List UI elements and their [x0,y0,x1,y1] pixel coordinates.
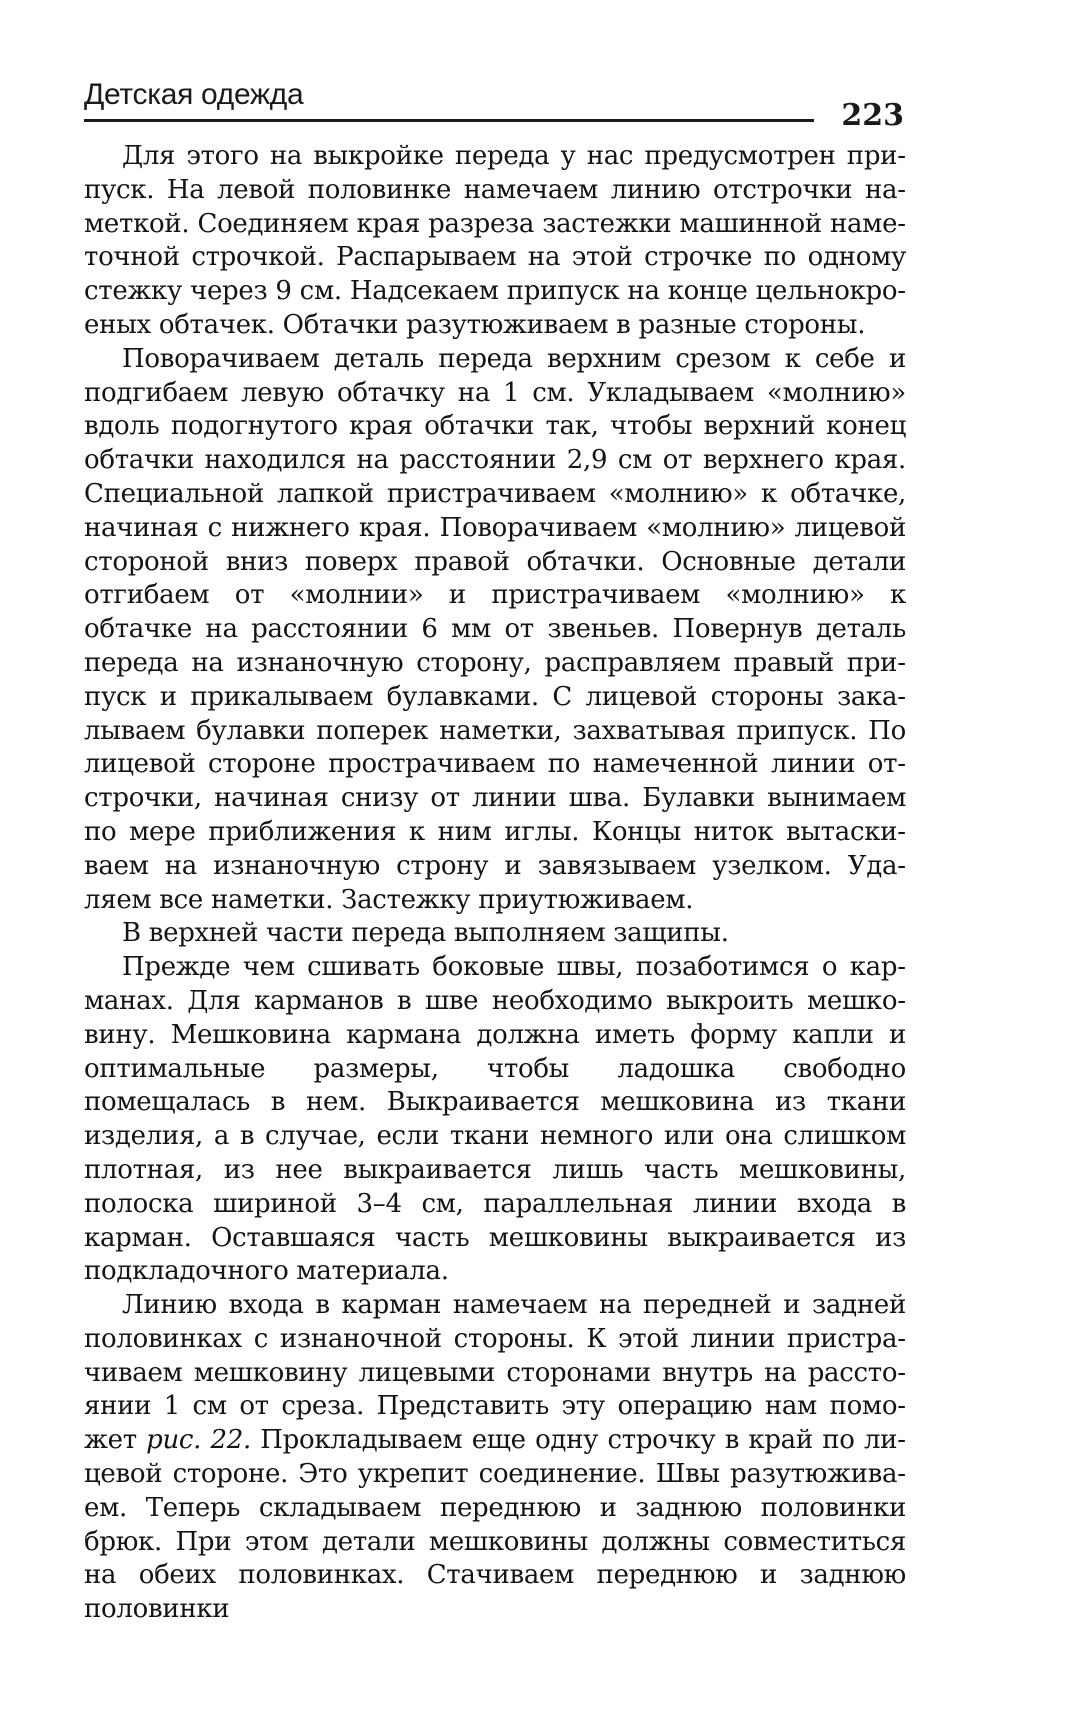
paragraph: Прежде чем сшивать боковые швы, позаботимся о карманах. Для карманов в шве необходимо выкроить мешковину. Мешковина кармана должна иметь форму капли и оптимальные размеры, чтобы ладошка свободно помещалась в нем. Выкраивается мешковина из ткани изделия, а в случае, если ткани немного или она слишком плотная, из нее выкраивается лишь часть мешковины, полоска шириной 3–4 см, параллельная линии входа в карман. Оставшаяся часть мешковины выкраивается из подкладочного материала. [84,952,906,1287]
paragraph: В верхней части переда выполняем защипы. [122,918,729,949]
page-header [84,74,910,134]
paragraph: Поворачиваем деталь переда верхним срезом к себе и подгибаем левую обтачку на 1 см. Укладываем «молнию» вдоль подогнутого края обтачки так, чтобы верхний конец обтачки находился на расстоянии 2,9 см от верхнего края. Специальной лапкой пристрачиваем «молнию» к обтачке, начиная с нижнего края. Поворачиваем «молнию» лицевой стороной вниз поверх правой обтачки. Основные детали отгибаем от «молнии» и пристрачиваем «молнию» к обтачке на расстоянии 6 мм от звеньев. Повернув деталь переда на изнаночную сторону, расправляем правый припуск и прикалываем булавками. С лицевой стороны закалываем булавки поперек наметки, захватывая припуск. По лицевой стороне прострачиваем по намеченной линии отстрочки, начиная снизу от линии шва. Булавки вынимаем по мере приближения к ним иглы. Концы ниток вытаскиваем на изнаночную строну и завязываем узелком. Удаляем все наметки. Застежку приутюживаем. [84,343,906,915]
paragraph [84,1289,906,1627]
body-text [84,140,906,1627]
page-number: 223 [841,98,904,133]
paragraph-text: Линию входа в карман намечаем на передней и задней половинках с изнаночной стороны. К этой линии пристрачиваем мешковину лицевыми сторонами внутрь на расстоянии 1 см от среза. Представить эту операцию нам поможет [84,1290,906,1456]
paragraph-text: Прокладываем еще одну строчку в край по лицевой стороне. Это укрепит соединение. Швы разутюживаем. Теперь складываем переднюю и заднюю половинки брюк. При этом детали мешковины должны совместиться на обеих половинках. Стачиваем переднюю и заднюю половинки [84,1425,906,1625]
header-rule [84,119,814,122]
paragraph: Для этого на выкройке переда у нас предусмотрен припуск. На левой половинке намечаем линию отстрочки наметкой. Соединяем края разреза застежки машинной наметочной строчкой. Распарываем на этой строчке по одному стежку через 9 см. Надсекаем припуск на конце цельнокроеных обтачек. Обтачки разутюживаем в разные стороны. [84,141,906,340]
running-title: Детская одежда [84,78,304,111]
figure-reference: рис. 22. [146,1425,251,1456]
